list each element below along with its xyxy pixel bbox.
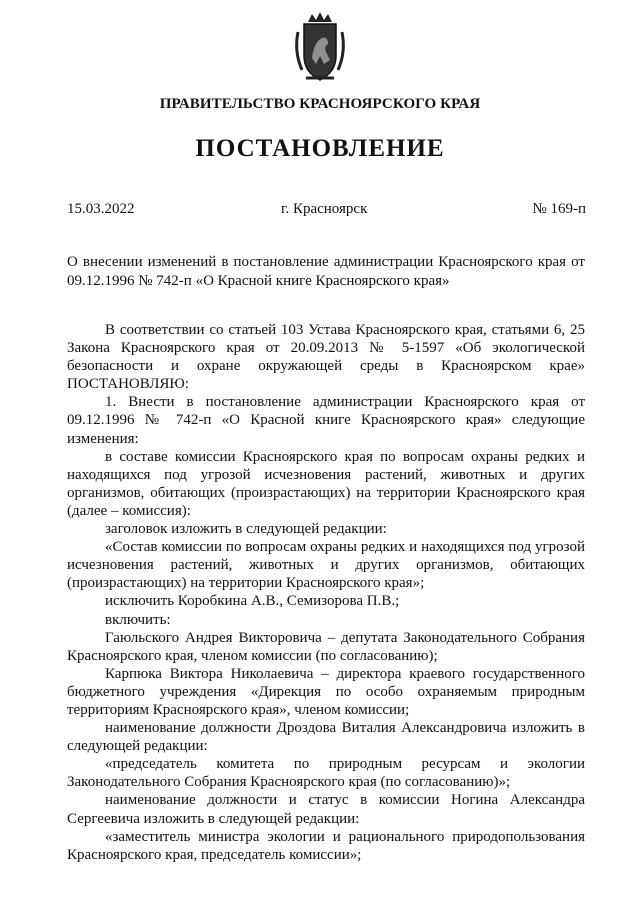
paragraph: наименование должности и статус в комиссии Ногина Александра Сергеевича изложить в следующей редакции: <box>67 792 585 827</box>
document-number: № 169-п <box>532 201 586 217</box>
paragraph: 1. Внести в постановление администрации Красноярского края от 09.12.1996 № 742-п «О Красной книге Красноярского края» следующие изменения: <box>67 394 585 447</box>
paragraph: в составе комиссии Красноярского края по вопросам охраны редких и находящихся под угрозой исчезновения растений, животных и других организмов, обитающих (произрастающих) на территории Красноярского края (далее – комиссия): <box>67 448 585 519</box>
paragraph: включить: <box>105 611 171 628</box>
document-body <box>67 321 585 864</box>
paragraph: «Состав комиссии по вопросам охраны редких и находящихся под угрозой исчезновения растений, животных и других организмов, обитающих (произрастающих) на территории Красноярского края»; <box>67 539 585 592</box>
paragraph: В соответствии со статьей 103 Устава Красноярского края, статьями 6, 25 Закона Красноярского края от 20.09.2013 № 5-1597 «Об экологической безопасности и охране окружающей среды в Красноярском крае» ПОСТАНОВЛЯЮ: <box>67 322 585 393</box>
government-name: ПРАВИТЕЛЬСТВО КРАСНОЯРСКОГО КРАЯ <box>159 96 481 112</box>
document-date: 15.03.2022 <box>67 201 135 217</box>
coat-of-arms-icon <box>292 12 348 84</box>
paragraph: Карпюка Виктора Николаевича – директора краевого государственного бюджетного учреждения «Дирекция по особо охраняемым природным территориям Красноярского края», членом комиссии; <box>67 665 585 718</box>
paragraph: наименование должности Дроздова Виталия Александровича изложить в следующей редакции: <box>67 720 585 755</box>
paragraph: исключить Коробкина А.В., Семизорова П.В.; <box>105 593 400 610</box>
document-title: ПОСТАНОВЛЕНИЕ <box>195 135 445 162</box>
paragraph: «председатель комитета по природным ресурсам и экологии Законодательного Собрания Красноярского края (по согласованию)»; <box>67 756 585 791</box>
paragraph: Гаюльского Андрея Викторовича – депутата Законодательного Собрания Красноярского края, членом комиссии (по согласованию); <box>67 629 585 664</box>
paragraph: «заместитель министра экологии и рационального природопользования Красноярского края, председатель комиссии»; <box>67 828 585 863</box>
paragraph: заголовок изложить в следующей редакции: <box>105 521 387 538</box>
document-city: г. Красноярск <box>281 201 368 217</box>
document-subject: О внесении изменений в постановление администрации Красноярского края от 09.12.1996 № 742-п «О Красной книге Красноярского края» <box>67 254 585 289</box>
